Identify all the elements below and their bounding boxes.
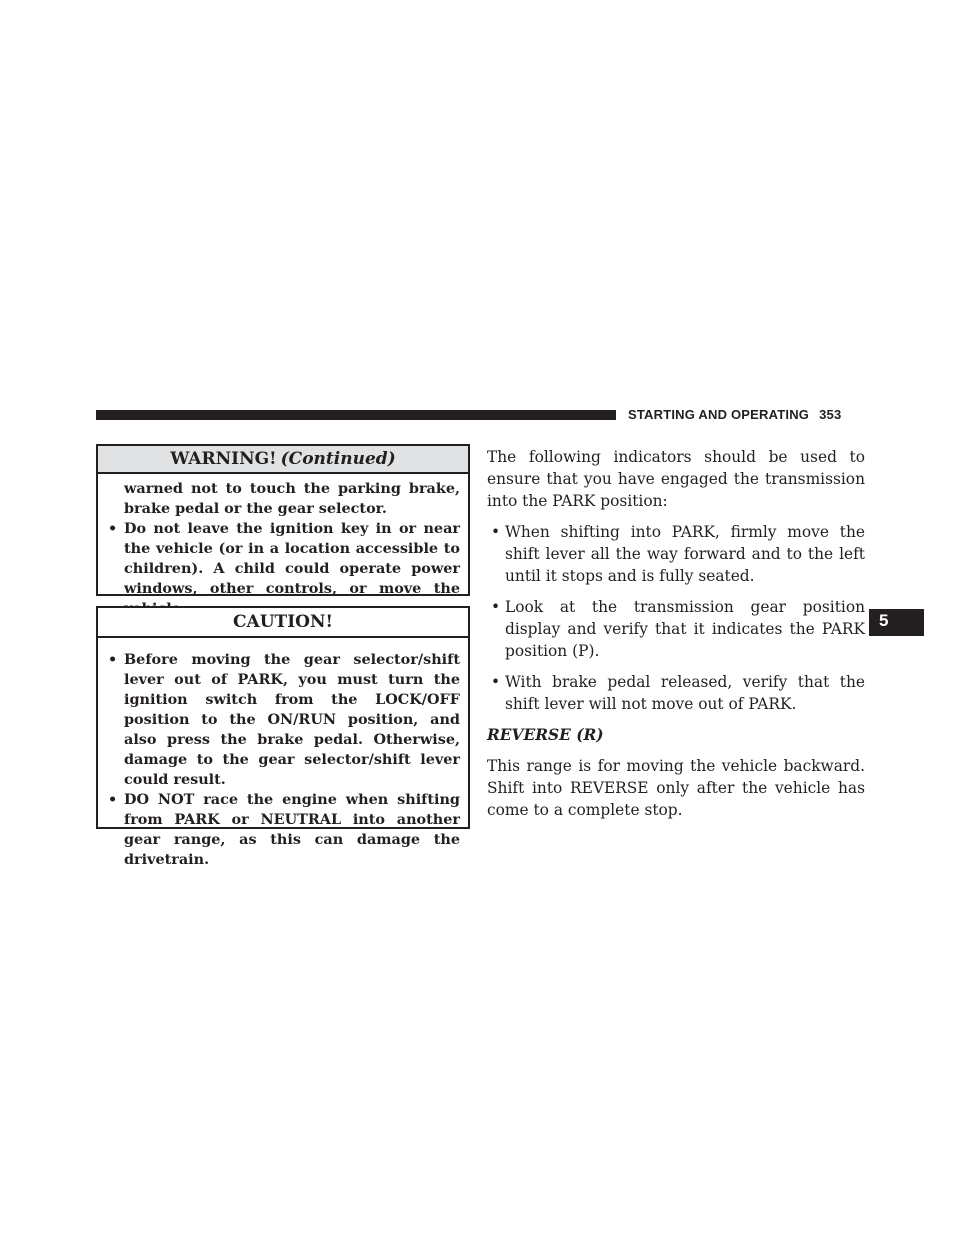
- indicator-bullet: • When shifting into PARK, firmly move the shift lever all the way forward and to the left until it stops and is fully seated.: [491, 523, 865, 585]
- caution-bullet: • DO NOT race the engine when shifting from PARK or NEUTRAL into another gear range, as this can damage the drivetrain.: [108, 791, 460, 868]
- bullet-icon: •: [491, 523, 501, 541]
- header-rule: [96, 410, 616, 420]
- warning-continued-text: warned not to touch the parking brake, brake pedal or the gear selector.: [124, 480, 460, 517]
- main-text-column: [487, 446, 865, 821]
- caution-body: [98, 638, 468, 870]
- bullet-icon: •: [491, 598, 501, 616]
- caution-header: [98, 608, 468, 638]
- running-header: [628, 407, 841, 422]
- intro-paragraph: The following indicators should be used to ensure that you have engaged the transmission into the PARK position:: [487, 448, 865, 510]
- warning-bullet: • Do not leave the ignition key in or near the vehicle (or in a location accessible to children). A child could operate power windows, other controls, or move the: [108, 520, 460, 597]
- warning-box: [96, 444, 470, 596]
- bullet-icon: •: [108, 791, 118, 808]
- section-heading: REVERSE (R): [487, 726, 604, 744]
- caution-title: CAUTION!: [233, 612, 333, 632]
- chapter-number: 5: [879, 611, 889, 630]
- bullet-icon: •: [491, 673, 501, 691]
- section-title: STARTING AND OPERATING: [628, 407, 810, 422]
- warning-title: WARNING!: [170, 449, 277, 469]
- indicator-bullet: • Look at the transmission gear position display and verify that it indicates the PARK position (P).: [491, 598, 865, 660]
- continued-label: (Continued): [280, 449, 396, 469]
- warning-header: [98, 446, 468, 474]
- warning-body: [98, 474, 468, 619]
- bullet-icon: •: [108, 651, 118, 668]
- section-paragraph: This range is for moving the vehicle backward. Shift into REVERSE only after the vehicle has come to a complete stop.: [487, 757, 865, 819]
- chapter-tab: [869, 609, 924, 636]
- caution-bullet: • Before moving the gear selector/shift lever out of PARK, you must turn the ignition switch from the LOCK/OFF position to the ON/RUN position, and also press the brake pedal. Otherwise, damage to the gear selector/shift lever could result.: [108, 651, 460, 788]
- bullet-icon: •: [108, 520, 118, 537]
- page-number: 353: [819, 407, 842, 422]
- indicator-bullet: • With brake pedal released, verify that the shift lever will not move out of PARK.: [491, 673, 865, 713]
- caution-box: [96, 606, 470, 868]
